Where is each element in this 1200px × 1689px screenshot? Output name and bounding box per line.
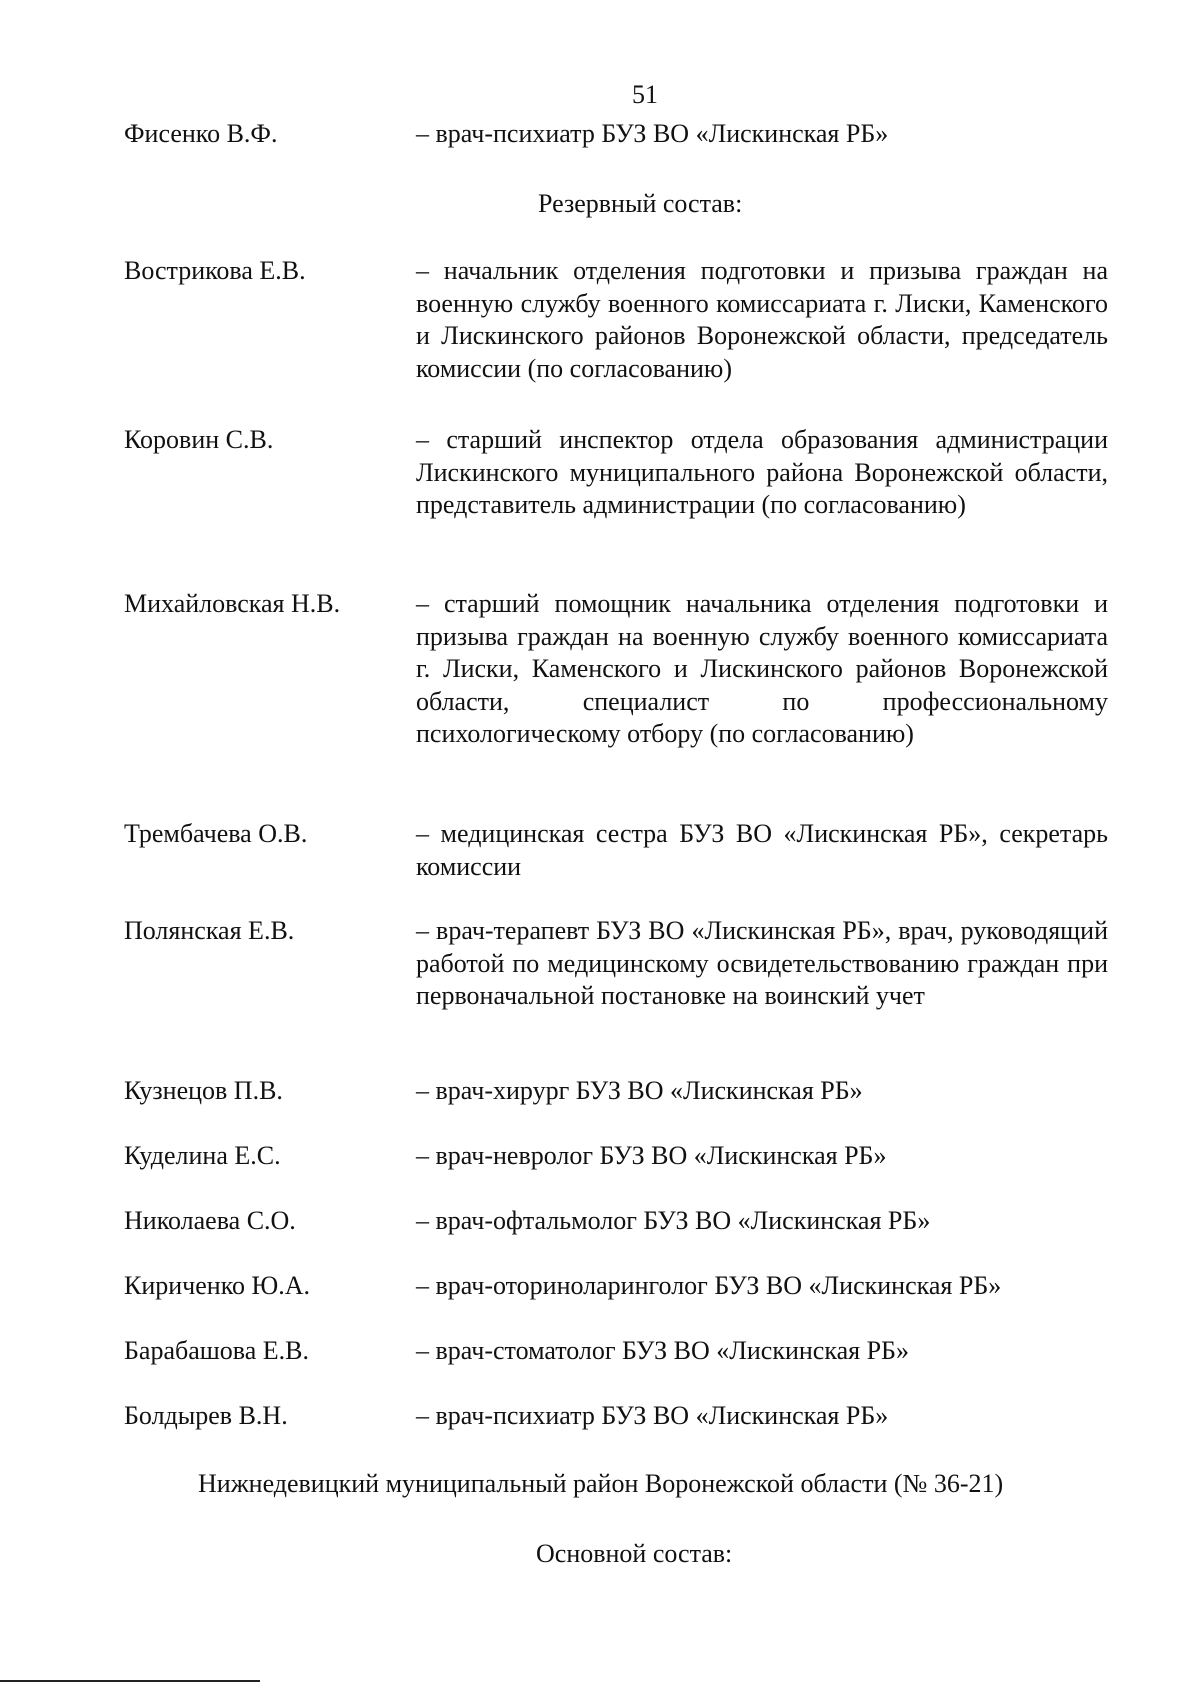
member-role: – медицинская сестра БУЗ ВО «Лискинская РБ», секретарь комиссии bbox=[416, 819, 1108, 881]
footer-rule bbox=[0, 1680, 260, 1682]
member-name: Куделина Е.С. bbox=[124, 1141, 281, 1170]
member-role: – врач-психиатр БУЗ ВО «Лискинская РБ» bbox=[416, 1401, 889, 1430]
member-role: – начальник отделения подготовки и призыва граждан на военную службу военного комиссариата г. Лиски, Каменского и Лискинского районов Воронежской области, председатель комиссии (по согласованию) bbox=[416, 256, 1108, 383]
member-role: – врач-терапевт БУЗ ВО «Лискинская РБ», врач, руководящий работой по медицинскому освидетельствованию граждан при первоначальной постановке на воинский учет bbox=[416, 916, 1108, 1010]
member-name: Кузнецов П.В. bbox=[124, 1076, 283, 1105]
member-name: Болдырев В.Н. bbox=[124, 1401, 288, 1430]
member-name: Вострикова Е.В. bbox=[124, 256, 306, 285]
member-name: Михайловская Н.В. bbox=[124, 589, 341, 618]
member-role: – врач-офтальмолог БУЗ ВО «Лискинская РБ» bbox=[416, 1206, 931, 1235]
member-name: Фисенко В.Ф. bbox=[124, 119, 278, 148]
district-heading: Нижнедевицкий муниципальный район Воронежской области (№ 36-21) bbox=[198, 1469, 1004, 1498]
member-role: – врач-оториноларинголог БУЗ ВО «Лискинская РБ» bbox=[416, 1271, 1002, 1300]
member-role: – старший помощник начальника отделения подготовки и призыва граждан на военную службу военного комиссариата г. Лиски, Каменского и Лискинского районов Воронежской области, специалист по профессиональному психологическому отбору (по согласованию) bbox=[416, 589, 1108, 748]
member-role: – врач-невролог БУЗ ВО «Лискинская РБ» bbox=[416, 1141, 887, 1170]
member-name: Коровин С.В. bbox=[124, 425, 274, 454]
page-number: 51 bbox=[632, 80, 658, 109]
member-name: Барабашова Е.В. bbox=[124, 1336, 309, 1365]
reserve-heading: Резервный состав: bbox=[538, 189, 743, 218]
member-role: – врач-стоматолог БУЗ ВО «Лискинская РБ» bbox=[416, 1336, 909, 1365]
member-role: – врач-психиатр БУЗ ВО «Лискинская РБ» bbox=[416, 119, 889, 148]
member-name: Кириченко Ю.А. bbox=[124, 1271, 311, 1300]
member-name: Николаева С.О. bbox=[124, 1206, 296, 1235]
member-role: – врач-хирург БУЗ ВО «Лискинская РБ» bbox=[416, 1076, 863, 1105]
member-name: Трембачева О.В. bbox=[124, 819, 308, 848]
main-heading: Основной состав: bbox=[536, 1539, 733, 1568]
member-role: – старший инспектор отдела образования администрации Лискинского муниципального района Воронежской области, представитель администрации (по согласованию) bbox=[416, 425, 1108, 519]
member-name: Полянская Е.В. bbox=[124, 916, 295, 945]
